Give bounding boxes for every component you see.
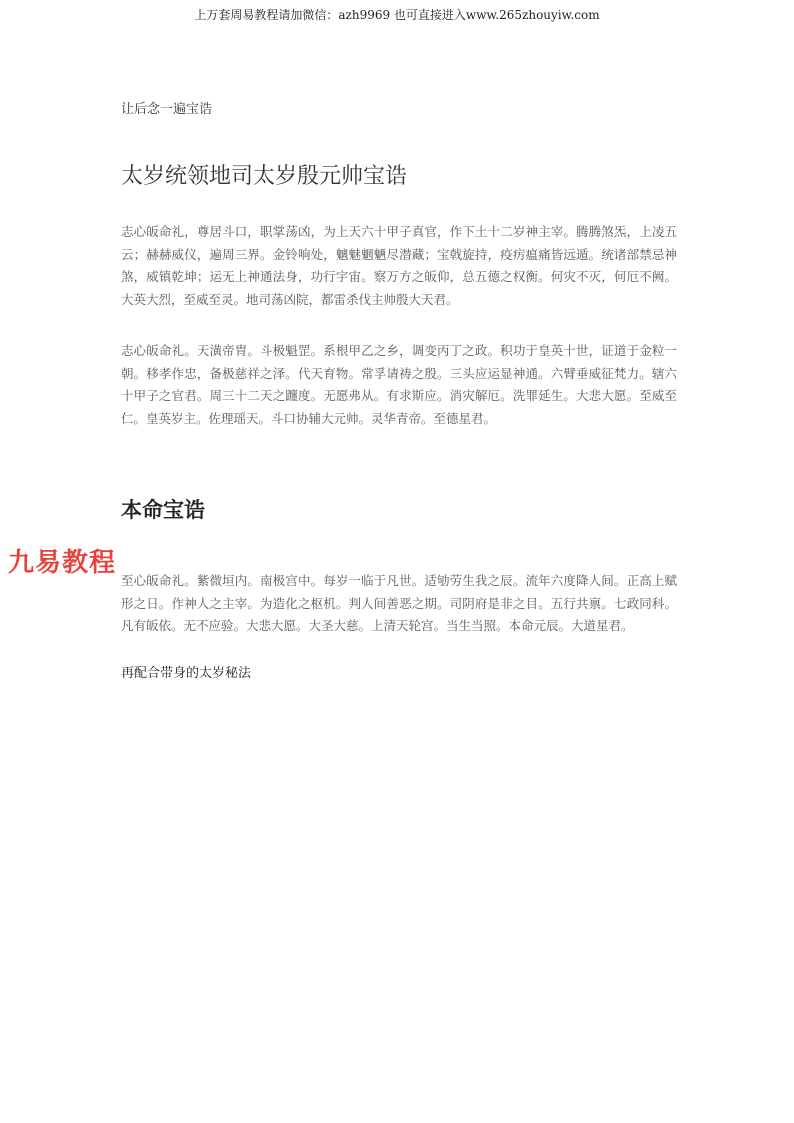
invocation-paragraph-1: 志心皈命礼，尊居斗口，职掌荡凶，为上天六十甲子真官，作下土十二岁神主宰。腾腾煞炁，上凌五云；赫赫威仪，遍周三界。金铃响处，魑魅魍魉尽潜藏；宝戟旋持，疫疠瘟痛皆远遁。统诸部禁忌神煞，威镇乾坤；运无上神通法身，功行宇宙。察万方之皈仰，总五德之权衡。何灾不灭，何厄不阙。大英大烈，至威至灵。地司荡凶院，都雷杀伐主帅殷大天君。 <box>121 224 677 308</box>
page-header-text: 上万套周易教程请加微信：azh9969 也可直接进入www.265zhouyiw.com <box>194 8 600 22</box>
closing-line: 再配合带身的太岁秘法 <box>121 666 252 681</box>
invocation-paragraph-2: 志心皈命礼。天潢帝胄。斗极魁罡。系根甲乙之乡，调变丙丁之政。积功于皇英十世，证道于金粒一朝。移孝作忠，备极慈祥之泽。代天育物。常孚请祷之殷。三头应运显神通。六臂垂威征梵力。辖六十甲子之官君。周三十二天之躔度。无愿弗从。有求斯应。消灾解厄。洗罪延生。大悲大愿。至威至仁。皇英岁主。佐理瑶天。斗口协辅大元帅。灵华青帝。至德星君。 <box>121 343 677 427</box>
section-title-taisui: 太岁统领地司太岁殷元帅宝诰 <box>121 164 408 189</box>
invocation-paragraph-3: 至心皈命礼。紫微垣内。南极宫中。每岁一临于凡世。适劬劳生我之辰。流年六度降人间。正高上赋形之日。作神人之主宰。为造化之枢机。判人间善恶之期。司阴府是非之目。五行共禀。七政同科。凡有皈依。无不应验。大悲大愿。大圣大慈。上清天轮宫。当生当照。本命元辰。大道星君。 <box>121 573 677 634</box>
section-title-benming: 本命宝诰 <box>121 498 205 522</box>
watermark-logo: 九易教程 <box>8 548 117 578</box>
intro-line: 让后念一遍宝诰 <box>121 102 213 117</box>
